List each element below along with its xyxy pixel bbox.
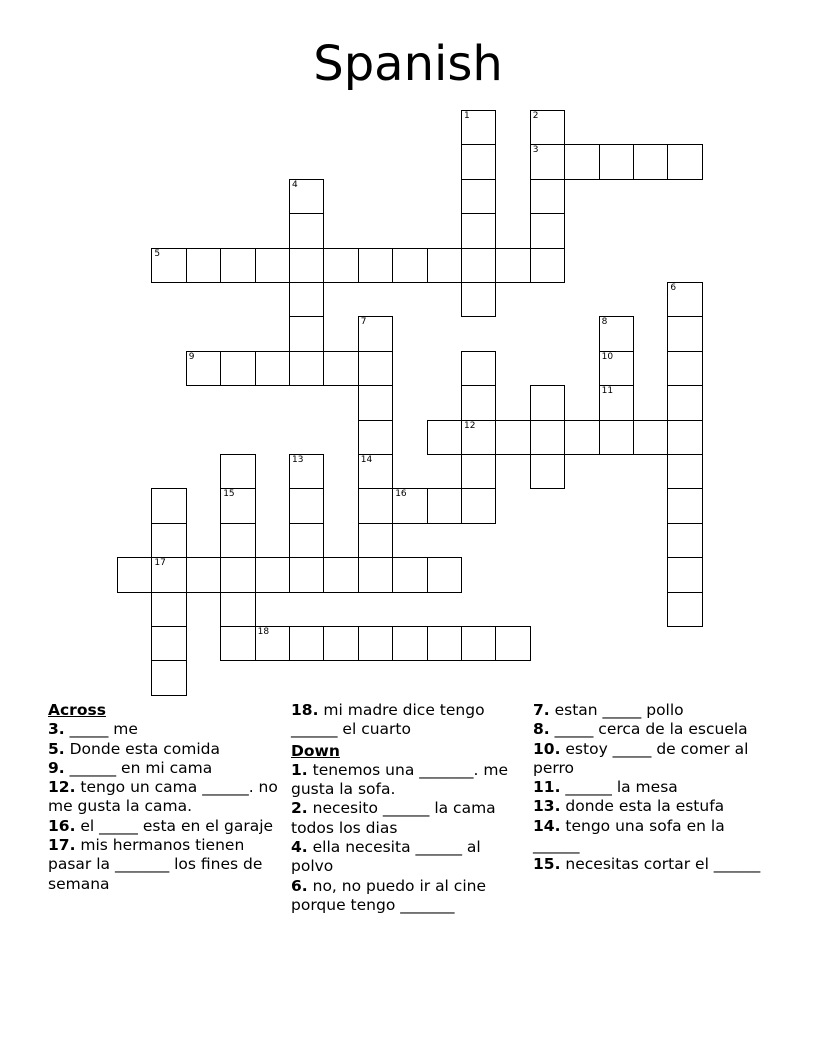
grid-cell[interactable]: [392, 626, 427, 661]
grid-cell[interactable]: [220, 351, 255, 386]
grid-cell[interactable]: [530, 454, 565, 489]
clue-column-2: [291, 701, 523, 915]
grid-cell[interactable]: [564, 144, 599, 179]
grid-cell[interactable]: [667, 454, 702, 489]
grid-cell[interactable]: [667, 351, 702, 386]
clue-number: 11: [601, 386, 614, 397]
grid-cell[interactable]: [461, 110, 496, 145]
grid-cell[interactable]: [358, 454, 393, 489]
grid-cell[interactable]: [530, 248, 565, 283]
grid-cell[interactable]: [461, 454, 496, 489]
clue-down-13: 13. donde esta la estufa: [533, 797, 725, 816]
grid-cell[interactable]: [323, 248, 358, 283]
grid-cell[interactable]: [495, 248, 530, 283]
grid-cell[interactable]: [358, 557, 393, 592]
grid-cell[interactable]: [289, 557, 324, 592]
clue-down-6: 6. no, no puedo ir al cine porque tengo _______: [291, 876, 486, 914]
clue-number: 17: [154, 558, 166, 569]
grid-cell[interactable]: [461, 626, 496, 661]
grid-cell[interactable]: [461, 144, 496, 179]
grid-cell[interactable]: [461, 488, 496, 523]
grid-cell[interactable]: [151, 488, 186, 523]
grid-cell[interactable]: [667, 144, 702, 179]
grid-cell[interactable]: [427, 488, 462, 523]
grid-cell[interactable]: [667, 523, 702, 558]
grid-cell[interactable]: [461, 282, 496, 317]
grid-cell[interactable]: [220, 488, 255, 523]
clue-number: 2: [532, 111, 539, 121]
grid-cell[interactable]: [530, 110, 565, 145]
grid-cell[interactable]: [392, 557, 427, 592]
grid-cell[interactable]: [461, 351, 496, 386]
grid-cell[interactable]: [323, 626, 358, 661]
grid-cell[interactable]: [427, 557, 462, 592]
grid-cell[interactable]: [151, 592, 186, 627]
grid-cell[interactable]: [289, 213, 324, 248]
grid-cell[interactable]: [530, 420, 565, 455]
clue-down-4: 4. ella necesita ______ al polvo: [291, 838, 481, 876]
grid-cell[interactable]: [495, 420, 530, 455]
clue-number: 5: [154, 248, 161, 259]
grid-cell[interactable]: [186, 248, 221, 283]
grid-cell[interactable]: [255, 626, 290, 661]
clue-number: 3: [532, 145, 539, 156]
grid-cell[interactable]: [427, 420, 462, 455]
clue-across-16: 16. el _____ esta en el garaje: [48, 816, 274, 835]
grid-cell[interactable]: [392, 488, 427, 523]
grid-cell[interactable]: [495, 626, 530, 661]
grid-cell[interactable]: [358, 351, 393, 386]
grid-cell[interactable]: [667, 316, 702, 351]
grid-cell[interactable]: [323, 351, 358, 386]
grid-cell[interactable]: [323, 557, 358, 592]
grid-cell[interactable]: [530, 179, 565, 214]
grid-cell[interactable]: [289, 316, 324, 351]
grid-cell[interactable]: [530, 213, 565, 248]
grid-cell[interactable]: [289, 488, 324, 523]
clue-down-11: 11. ______ la mesa: [533, 778, 678, 797]
grid-cell[interactable]: [151, 626, 186, 661]
clue-column-1: [48, 701, 280, 894]
clue-down-1: 1. tenemos una _______. me gusta la sofa.: [291, 760, 508, 799]
clue-number: 4: [292, 179, 298, 190]
clue-across-3: 3. _____ me: [48, 720, 138, 739]
clue-down-15: 15. necesitas cortar el ______: [533, 855, 761, 874]
grid-cell[interactable]: [358, 248, 393, 283]
clue-down-7: 7. estan _____ pollo: [533, 701, 684, 719]
grid-cell[interactable]: [220, 592, 255, 627]
grid-cell[interactable]: [599, 420, 634, 455]
grid-cell[interactable]: [255, 351, 290, 386]
grid-cell[interactable]: [461, 385, 496, 420]
grid-cell[interactable]: [599, 351, 634, 386]
clue-number: 14: [360, 455, 373, 465]
grid-cell[interactable]: [289, 179, 324, 214]
grid-cell[interactable]: [667, 420, 702, 455]
clue-column-3: [533, 701, 765, 875]
grid-cell[interactable]: [461, 248, 496, 283]
grid-cell[interactable]: [427, 248, 462, 283]
grid-cell[interactable]: [530, 144, 565, 179]
clue-across-5: 5. Donde esta comida: [48, 739, 221, 758]
grid-cell[interactable]: [358, 420, 393, 455]
clue-across-17: 17. mis hermanos tienen pasar la _______ los fines de semana: [48, 836, 263, 893]
grid-cell[interactable]: [117, 557, 152, 592]
grid-cell[interactable]: [289, 248, 324, 283]
grid-cell[interactable]: [667, 488, 702, 523]
puzzle-title: Spanish: [313, 36, 503, 92]
clue-across-18: 18. mi madre dice tengo ______ el cuarto: [291, 701, 485, 739]
grid-cell[interactable]: [461, 420, 496, 455]
grid-cell[interactable]: [289, 626, 324, 661]
grid-cell[interactable]: [358, 626, 393, 661]
clue-number: 1: [464, 111, 470, 121]
grid-cell[interactable]: [427, 626, 462, 661]
grid-cell[interactable]: [289, 351, 324, 386]
grid-cell[interactable]: [667, 385, 702, 420]
grid-cell[interactable]: [564, 420, 599, 455]
grid-cell[interactable]: [599, 144, 634, 179]
clue-down-10: 10. estoy _____ de comer al perro: [533, 739, 749, 777]
clue-number: 13: [292, 455, 304, 465]
grid-cell[interactable]: [220, 523, 255, 558]
across-header: Across: [48, 701, 106, 719]
grid-cell[interactable]: [461, 213, 496, 248]
clue-number: 7: [360, 317, 367, 328]
down-header: Down: [291, 741, 340, 760]
clue-number: 15: [223, 489, 235, 500]
clue-number: 16: [395, 489, 407, 500]
clue-across-9: 9. ______ en mi cama: [48, 758, 213, 777]
clue-down-14: 14. tengo una sofa en la ______: [533, 816, 725, 855]
grid-cell[interactable]: [599, 385, 634, 420]
grid-cell[interactable]: [358, 385, 393, 420]
clue-number: 9: [188, 351, 195, 362]
grid-cell[interactable]: [461, 179, 496, 214]
grid-cell[interactable]: [633, 420, 668, 455]
grid-cell[interactable]: [358, 523, 393, 558]
grid-cell[interactable]: [151, 660, 186, 695]
grid-cell[interactable]: [255, 557, 290, 592]
clue-number: 8: [601, 317, 608, 328]
clue-number: 6: [670, 283, 677, 293]
grid-cell[interactable]: [220, 557, 255, 592]
grid-cell[interactable]: [667, 592, 702, 627]
grid-cell[interactable]: [358, 316, 393, 351]
grid-cell[interactable]: [289, 523, 324, 558]
clue-number: 18: [257, 627, 270, 637]
clue-down-8: 8. _____ cerca de la escuela: [533, 720, 748, 739]
clue-across-12: 12. tengo un cama ______. no me gusta la cama.: [48, 778, 278, 816]
grid-cell[interactable]: [289, 282, 324, 317]
grid-cell[interactable]: [186, 351, 221, 386]
grid-cell[interactable]: [151, 523, 186, 558]
grid-cell[interactable]: [220, 248, 255, 283]
grid-cell[interactable]: [151, 248, 186, 283]
grid-cell[interactable]: [255, 248, 290, 283]
grid-cell[interactable]: [667, 282, 702, 317]
grid-cell[interactable]: [358, 488, 393, 523]
grid-cell[interactable]: [530, 385, 565, 420]
grid-cell[interactable]: [186, 557, 221, 592]
clue-number: 10: [601, 351, 614, 362]
grid-cell[interactable]: [220, 454, 255, 489]
grid-cell[interactable]: [151, 557, 186, 592]
clue-down-2: 2. necesito ______ la cama todos los dias: [291, 799, 496, 837]
grid-cell[interactable]: [220, 626, 255, 661]
grid-cell[interactable]: [392, 248, 427, 283]
grid-cell[interactable]: [633, 144, 668, 179]
grid-cell[interactable]: [289, 454, 324, 489]
grid-cell[interactable]: [599, 316, 634, 351]
grid-cell[interactable]: [667, 557, 702, 592]
clue-number: 12: [464, 420, 476, 431]
